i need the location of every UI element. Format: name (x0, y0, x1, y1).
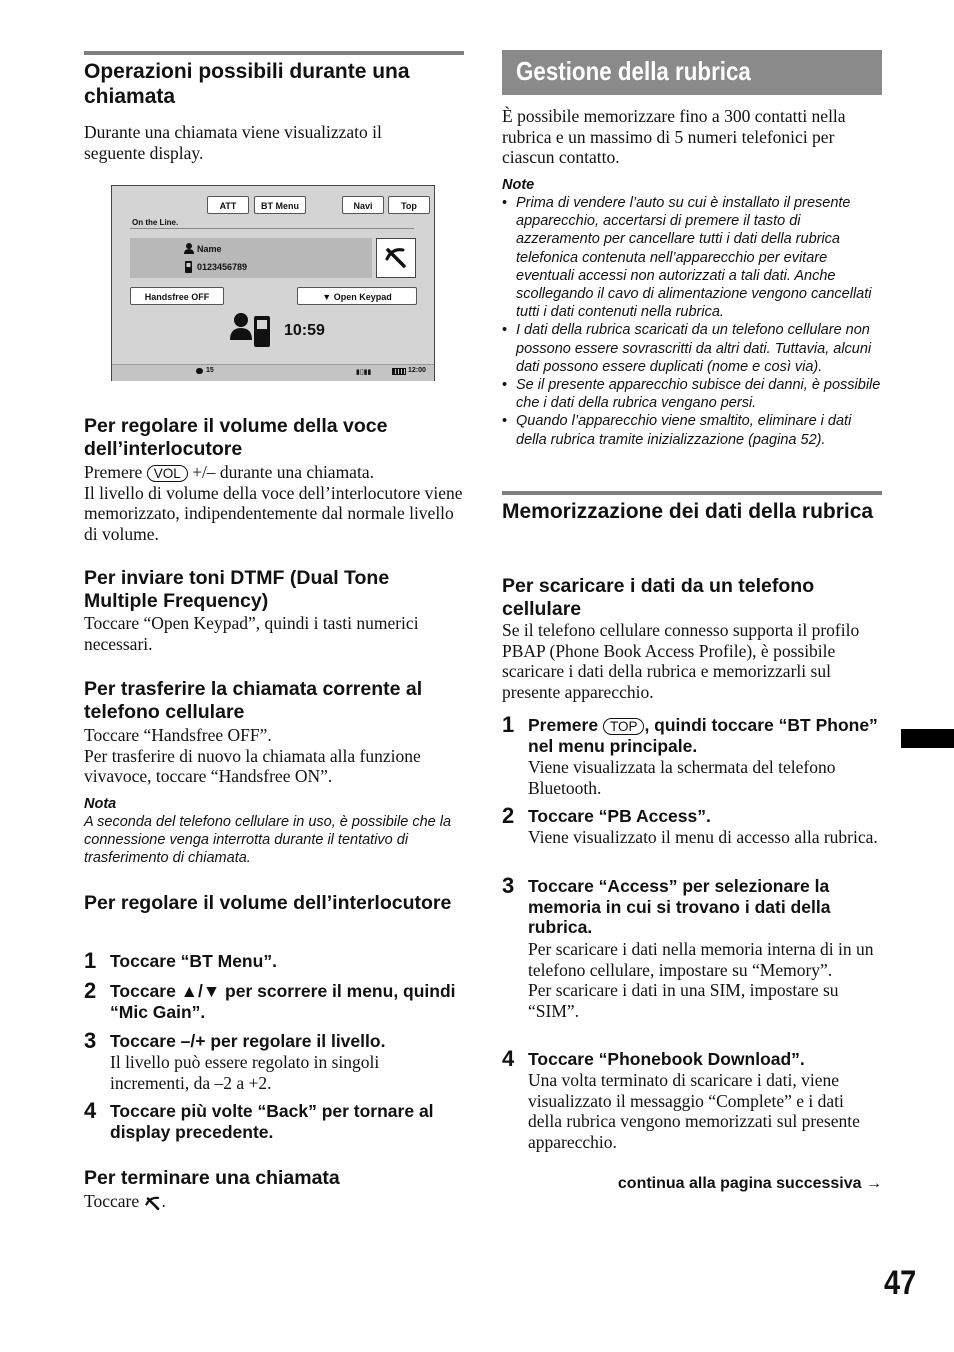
transfer-body (84, 725, 464, 787)
step-body: Viene visualizzato il menu di accesso alla rubrica. (528, 827, 878, 847)
end-call-body (84, 1191, 166, 1212)
heading-transfer: Per trasferire la chiamata corrente al telefono cellulare (84, 678, 423, 723)
note-label: Note (502, 177, 535, 193)
step-number: 4 (502, 1046, 515, 1071)
section-title-operazioni: Operazioni possibili durante una chiamata (84, 60, 410, 108)
notes-list (502, 194, 882, 449)
continue-link[interactable]: continua alla pagina successiva → (617, 1175, 882, 1192)
note-item: • Prima di vendere l’auto su cui è installato il presente apparecchio, accertarsi di premere il tasto di azzeramento per cancellare tutti i dati della rubrica telefonica contenuta nell’apparecchio per evitare eventuali accessi non autorizzati a tali dati. Anche scollegando il cavo di alimentazione vengono cancellati tutti i dati contenuti nella rubrica. (502, 194, 882, 321)
battery-icon (392, 368, 406, 375)
heading-dtmf: Per inviare toni DTMF (Dual Tone Multiple Frequency) (84, 567, 390, 612)
transfer-body-2: Per trasferire di nuovo la chiamata alla funzione vivavoce, toccare “Handsfree ON”. (84, 745, 421, 786)
message-icon (196, 368, 203, 374)
caller-box (130, 238, 372, 278)
step-body: Viene visualizzata la schermata del telefono Bluetooth. (528, 757, 836, 798)
step-number: 4 (84, 1098, 97, 1123)
dtmf-body: Toccare “Open Keypad”, quindi i tasti numerici necessari. (84, 613, 419, 654)
note-item: • Quando l’apparecchio viene smaltito, eliminare i dati della rubrica tramite inizializzazione (pagina 52). (502, 412, 882, 448)
heading-end-call: Per terminare una chiamata (84, 1167, 340, 1189)
step-text: Toccare più volte “Back” per tornare al display precedente. (110, 1101, 434, 1142)
step-text: Toccare –/+ per regolare il livello. (110, 1031, 386, 1051)
step-body: Il livello può essere regolato in singoli incrementi, da –2 a +2. (110, 1052, 380, 1093)
vol-voice-body (84, 462, 464, 544)
step1-pre: Premere (528, 715, 599, 735)
note-item: • Se il presente apparecchio subisce dei danni, è possibile che i dati della rubrica vengano persi. (502, 376, 882, 412)
heading-vol-voice: Per regolare il volume della voce dell’interlocutore (84, 415, 388, 460)
vol-voice-post: +/– durante una chiamata. (192, 462, 374, 482)
rubrica-intro: È possibile memorizzare fino a 300 contatti nella rubrica e un massimo di 5 numeri telefonici per ciascun contatto. (502, 106, 846, 167)
transfer-body-1: Toccare “Handsfree OFF”. (84, 725, 272, 745)
end-call-button[interactable] (376, 238, 416, 278)
banner-title: Gestione della rubrica (516, 56, 751, 86)
phone-icon (185, 261, 192, 273)
step-number: 2 (502, 803, 515, 828)
step-text: Toccare “Phonebook Download”. (528, 1049, 805, 1069)
heading-download: Per scaricare i dati da un telefono cellulare (502, 575, 815, 620)
step3-body-1: Per scaricare i dati nella memoria interna di in un telefono cellulare, impostare su “Memory”. (528, 939, 874, 980)
hang-up-icon (144, 1195, 162, 1211)
vol-key: VOL (147, 465, 188, 482)
caller-number: 0123456789 (197, 262, 248, 272)
step-text: Toccare “PB Access”. (528, 806, 711, 826)
screen-clock: 12:00 (408, 367, 426, 374)
side-tab-marker (901, 729, 954, 748)
person-icon (184, 243, 194, 254)
vol-voice-pre: Premere (84, 462, 143, 482)
vol-voice-detail: Il livello di volume della voce dell’interlocutore viene memorizzato, indipendentemente dal normale livello di volume. (84, 482, 463, 544)
call-display-screen (111, 185, 435, 381)
step-number: 3 (502, 873, 515, 898)
nota-body: A seconda del telefono cellulare in uso, è possibile che la connessione venga interrotta durante il tentativo di trasferimento di chiamata. (84, 814, 452, 867)
banner (502, 50, 882, 95)
step-text (528, 715, 882, 756)
status-line: On the Line. (132, 218, 179, 227)
screen-status-bar (112, 364, 434, 381)
step-number: 1 (84, 948, 97, 973)
caller-name: Name (197, 244, 222, 254)
step-body: Una volta terminato di scaricare i dati, viene visualizzato il messaggio “Complete” e i dati della rubrica vengono memorizzati sul presente apparecchio. (528, 1070, 860, 1152)
heading-memorizzazione: Memorizzazione dei dati della rubrica (502, 500, 874, 523)
bt-menu-button[interactable]: BT Menu (254, 196, 306, 214)
message-count: 15 (206, 367, 214, 374)
nota-label: Nota (84, 796, 117, 812)
top-button[interactable]: Top (388, 196, 430, 214)
open-keypad-button[interactable]: ▼ Open Keypad (297, 287, 417, 305)
end-call-dot: . (161, 1191, 166, 1211)
note-item: • I dati della rubrica scaricati da un telefono cellulare non possono essere sovrascritti da altri dati. Tuttavia, alcuni dati possono essere duplicati (nome e così via). (502, 321, 882, 376)
step-number: 3 (84, 1028, 97, 1053)
step3-body-2: Per scaricare i dati in una SIM, impostare su “SIM”. (528, 980, 839, 1021)
step-number: 2 (84, 978, 97, 1003)
step-text: Toccare ▲/▼ per scorrere il menu, quindi “Mic Gain”. (110, 981, 456, 1022)
signal-icon: ▮▯▮▮ (356, 368, 372, 376)
end-call-pre: Toccare (84, 1191, 140, 1211)
step-text: Toccare “Access” per selezionare la memoria in cui si trovano i dati della rubrica. (528, 876, 831, 937)
step-number: 1 (502, 712, 515, 737)
section-rule-left (84, 51, 464, 55)
page-number: 47 (884, 1264, 917, 1302)
call-timer: 10:59 (284, 322, 325, 339)
step1-post: , quindi toccare “BT Phone” nel menu principale. (528, 715, 878, 756)
heading-vol: Per regolare il volume dell’interlocutore (84, 892, 452, 914)
step-text: Toccare “BT Menu”. (110, 951, 277, 971)
status-divider (130, 228, 414, 229)
intro-text: Durante una chiamata viene visualizzato il seguente display. (84, 122, 382, 163)
top-key: TOP (603, 718, 645, 735)
navi-button[interactable]: Navi (342, 196, 384, 214)
att-button[interactable]: ATT (207, 196, 249, 214)
hang-up-icon (384, 246, 408, 270)
step-body (528, 939, 882, 1021)
call-status-icon (230, 312, 274, 348)
section-rule-right (502, 491, 882, 495)
handsfree-off-button[interactable]: Handsfree OFF (130, 287, 224, 305)
download-body: Se il telefono cellulare connesso supporta il profilo PBAP (Phone Book Access Profile), è possibile scaricare i dati della rubrica e memorizzarli sul presente apparecchio. (502, 620, 860, 702)
